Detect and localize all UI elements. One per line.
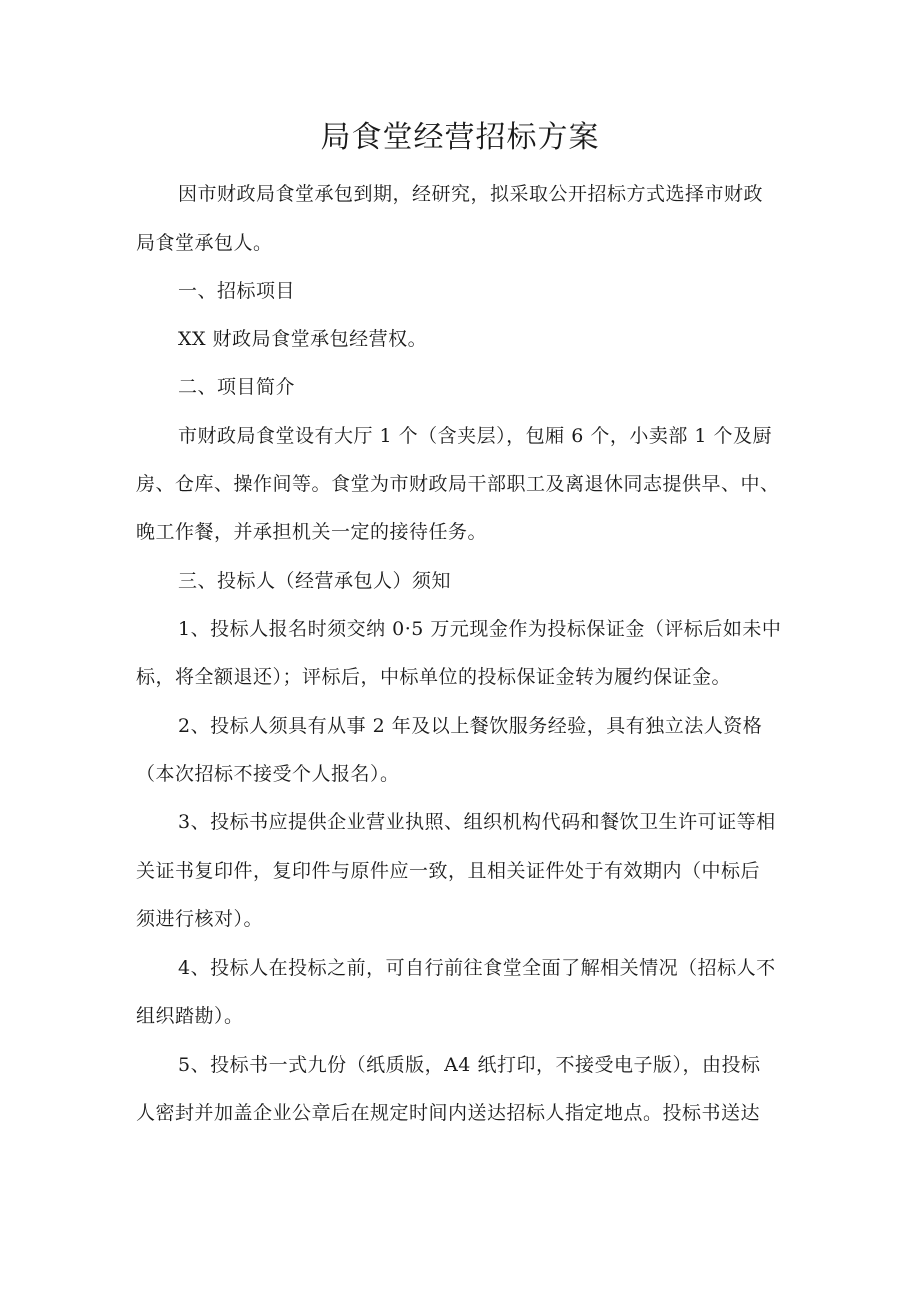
item-3-line-3: 须进行核对）。 [136,908,264,930]
item-5-line-1: 5、投标书一式九份（纸质版，A4 纸打印，不接受电子版），由投标 [178,1054,761,1076]
paragraph-intro-2-line-2: 房、仓库、操作间等。食堂为市财政局干部职工及离退休同志提供早、中、 [136,473,780,495]
section-heading-2: 二、项目简介 [178,376,296,398]
item-3-line-2: 关证书复印件，复印件与原件应一致，且相关证件处于有效期内（中标后 [136,860,761,882]
section-heading-1: 一、招标项目 [178,280,296,302]
item-1-line-1: 1、投标人报名时须交纳 0·5 万元现金作为投标保证金（评标后如未中 [178,618,782,640]
paragraph-intro-2-line-3: 晚工作餐，并承担机关一定的接待任务。 [136,521,488,543]
item-4-line-2: 组织踏勘）。 [136,1005,244,1027]
paragraph-project: XX 财政局食堂承包经营权。 [178,328,428,350]
item-2-line-1: 2、投标人须具有从事 2 年及以上餐饮服务经验，具有独立法人资格 [178,715,763,737]
item-4-line-1: 4、投标人在投标之前，可自行前往食堂全面了解相关情况（招标人不 [178,957,776,979]
item-5-line-2: 人密封并加盖企业公章后在规定时间内送达招标人指定地点。投标书送达 [136,1102,761,1124]
paragraph-intro-line-1: 因市财政局食堂承包到期，经研究，拟采取公开招标方式选择市财政 [178,183,764,205]
paragraph-intro-line-2: 局食堂承包人。 [136,232,273,254]
document-title: 局食堂经营招标方案 [320,120,600,155]
item-3-line-1: 3、投标书应提供企业营业执照、组织机构代码和餐饮卫生许可证等相 [178,811,776,833]
section-heading-3: 三、投标人（经营承包人）须知 [178,570,452,592]
item-1-line-2: 标，将全额退还）；评标后，中标单位的投标保证金转为履约保证金。 [136,666,732,688]
item-2-line-2: （本次招标不接受个人报名）。 [136,763,400,785]
paragraph-intro-2-line-1: 市财政局食堂设有大厅 1 个（含夹层），包厢 6 个，小卖部 1 个及厨 [178,425,773,447]
